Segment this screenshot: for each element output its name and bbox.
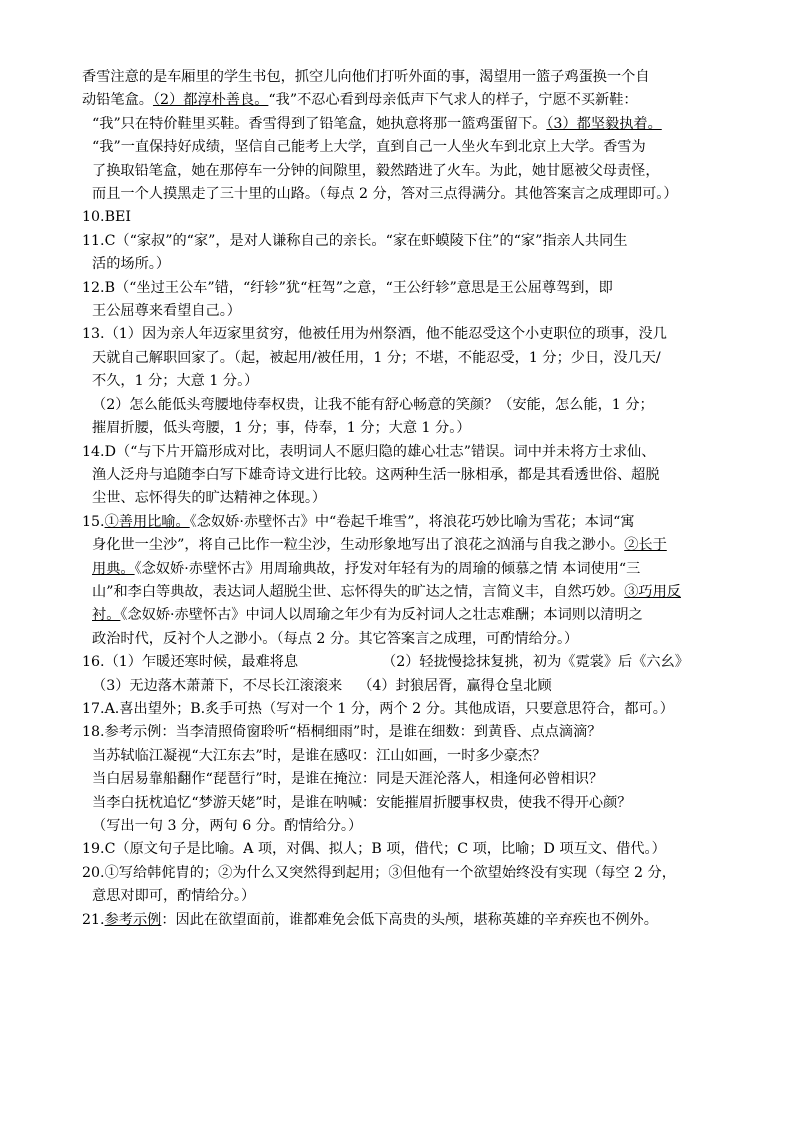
text-line: 当苏轼临江凝视“大江东去”时，是谁在感叹：江山如画，一时多少豪杰？ [92,747,547,764]
underlined-point: 衬。 [92,607,121,624]
text-span: “我”只在特价鞋里买鞋。香雪得到了铅笔盒，她执意将那一篮鸡蛋留下。 [92,115,547,132]
underlined-label: 参考示例 [104,911,162,928]
answer-20 [82,862,742,909]
underlined-point: （2）都淳朴善良。 [152,92,269,109]
text-line: 而且一个人摸黑走了三十里的山路。（每点 2 分，答对三点得满分。其他答案言之成理即可。） [92,186,678,203]
text-line: （写出一句 3 分，两句 6 分。酌情给分。） [92,818,363,834]
verse-answer-1: 16.（1）乍暖还寒时候，最难将息 [82,654,299,671]
answer-19: 19.C（原文句子是比喻。A 项，对偶、拟人；B 项，借代；C 项，比喻；D 项互文、借代。） [82,841,666,858]
text-line: 了换取铅笔盒，她在那停车一分钟的间隙里，毅然踏进了火车。为此，她甘愿被父母责怪， [92,162,660,179]
text-line [82,604,742,627]
text-line: 天就自己解职回家了。（起，被起用/被任用，1 分；不堪，不能忍受，1 分；少日，没几天/ [92,349,661,366]
answer-15 [82,511,742,651]
underlined-point: ③巧用反 [624,583,681,600]
text-span: ：因此在欲望面前，谁都难免会低下高贵的头颅，堪称英雄的辛弃疾也不例外。 [161,911,658,928]
text-line: 政治时代，反衬个人之渺小。（每点 2 分。其它答案言之成理，可酌情给分。） [92,630,579,647]
underlined-point: ②长于 [624,537,667,554]
text-line: 不久，1 分；大意 1 分。） [92,373,259,390]
answer-14 [82,441,742,511]
text-line [82,651,742,674]
text-line: 当李白抚枕追忆“梦游天姥”时，是谁在呐喊：安能摧眉折腰事权贵，使我不得开心颜？ [92,794,632,811]
answer-9-continued [82,66,742,206]
text-span: 15. [82,513,105,530]
text-span: 《念奴娇·赤壁怀古》中词人以周瑜之年少有为反衬词人之壮志难酬；本词则以清明之 [120,607,643,624]
text-line [82,511,742,534]
text-line: 当白居易靠船翻作“琵琶行”时，是谁在掩泣：同是天涯沦落人，相逢何必曾相识？ [92,771,604,788]
answer-13 [82,323,742,440]
text-line: 14.D（“与下片开篇形成对比，表明词人不愿归隐的雄心壮志”错误。词中并未将方士求仙、 [82,443,656,460]
text-line: 意思对即可，酌情给分。） [92,888,256,905]
answer-21 [82,909,742,932]
answer-18 [82,721,742,838]
text-line: 13.（1）因为亲人年迈家里贫穷，他被任用为州祭酒，他不能忍受这个小吏职位的琐事，没几 [82,326,667,343]
text-span: “我”不忍心看到母亲低声下气求人的样子，宁愿不买新鞋： [268,92,638,109]
answer-11 [82,230,742,277]
answer-17: 17.A.喜出望外；B.炙手可热（写对一个 1 分，两个 2 分。其他成语，只要意思符合，都可。） [82,700,674,717]
text-line: 12.B（“坐过王公车”错，“纡轸”犹“枉驾”之意，“王公纡轸”意思是王公屈尊驾到，即 [82,279,613,296]
underlined-point: ①善用比喻。 [104,513,190,530]
answer-16 [82,651,742,698]
text-line: 活的场所。） [92,256,171,273]
text-line [82,558,742,581]
underlined-point: （3）都坚毅执着。 [546,115,662,132]
text-line [82,89,742,112]
text-line: 香雪注意的是车厢里的学生书包，抓空儿向他们打听外面的事，渴望用一篮子鸡蛋换一个自 [82,69,650,85]
verse-answer-2: （2）轻拢慢捻抹复挑，初为《霓裳》后《六幺》 [382,654,689,671]
verse-answer-4: （4）封狼居胥，赢得仓皇北顾 [358,677,552,694]
text-line: 18.参考示例：当李清照倚窗聆听“梧桐细雨”时，是谁在细数：到黄昏、点点滴滴？ [82,724,602,741]
text-span: 动铅笔盒。 [82,92,153,109]
text-line [82,581,742,604]
verse-answer-3: （3）无边落木萧萧下，不尽长江滚滚来 [92,677,343,694]
text-line [82,675,742,698]
text-line: 王公屈尊来看望自己。） [92,303,241,320]
text-line: （2）怎么能低头弯腰地侍奉权贵，让我不能有舒心畅意的笑颜？（安能，怎么能，1 分； [92,396,654,413]
answer-12 [82,277,742,324]
text-line: 摧眉折腰，低头弯腰，1 分；事，侍奉，1 分；大意 1 分。） [92,420,471,437]
answer-10: 10.BEI [82,209,131,226]
answer-key-page [82,66,742,932]
underlined-point: 用典。 [92,560,135,577]
text-line: 渔人泛舟与追随李白写下雄奇诗文进行比较。这两种生活一脉相承，都是其看透世俗、超脱 [92,466,660,483]
text-line: 11.C（“家叔”的“家”，是对人谦称自己的亲长。“家在虾蟆陵下住”的“家”指亲人共同生 [82,232,628,249]
text-span: 《念奴娇·赤壁怀古》用周瑜典故，抒发对年轻有为的周瑜的倾慕之情 本词使用“三 [134,560,641,577]
text-line [82,113,742,136]
text-line [82,534,742,557]
text-span: 21. [82,911,105,928]
text-line: “我”一直保持好成绩，坚信自己能考上大学，直到自己一人坐火车到北京上大学。香雪为 [92,139,646,156]
text-span: 身化世一尘沙”，将自己比作一粒尘沙，生动形象地写出了浪花之汹涌与自我之渺小。 [92,537,625,554]
text-span: 山”和李白等典故，表达词人超脱尘世、忘怀得失的旷达之情，言简义丰，自然巧妙。 [92,583,625,600]
text-line: 20.①写给韩侂胄的；②为什么又突然得到起用；③但他有一个欲望始终没有实现（每空 2 分， [82,864,676,881]
text-line: 尘世、忘怀得失的旷达精神之体现。） [92,490,327,507]
text-span: 《念奴娇·赤壁怀古》中“卷起千堆雪”，将浪花巧妙比喻为雪花；本词“寓 [189,513,635,530]
